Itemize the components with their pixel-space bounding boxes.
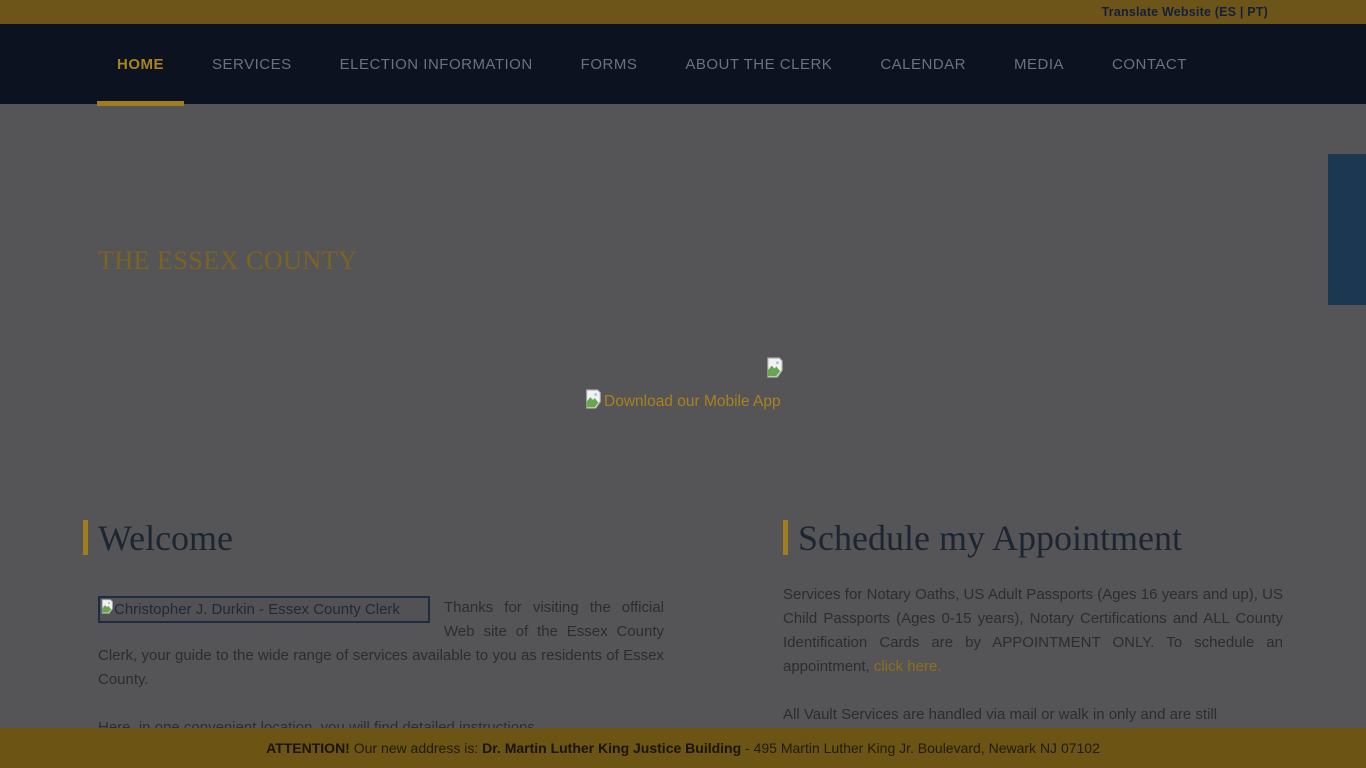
nav-item-forms[interactable]: FORMS (580, 55, 638, 73)
nav-item-services[interactable]: SERVICES (212, 55, 292, 73)
main-nav (0, 24, 1366, 104)
clerk-photo-alt-text: Christopher J. Durkin - Essex County Clerk (114, 600, 400, 618)
mobile-app-link[interactable] (583, 389, 781, 414)
gold-accent-bar (783, 520, 788, 555)
broken-image-icon (100, 598, 114, 622)
attention-building: Dr. Martin Luther King Justice Building (482, 740, 742, 756)
welcome-heading-row (83, 518, 664, 558)
attention-banner (0, 728, 1366, 768)
hero-title: THE ESSEX COUNTY (98, 246, 358, 275)
appointment-section (783, 518, 1283, 727)
nav-item-media[interactable]: MEDIA (1014, 55, 1065, 73)
nav-item-home[interactable]: HOME (97, 24, 184, 104)
welcome-heading: Welcome (98, 518, 234, 558)
translate-website-link[interactable]: Translate Website (ES | PT) (1101, 5, 1268, 19)
vault-services-paragraph: All Vault Services are handled via mail or walk in only and are still (783, 706, 1218, 723)
nav-item-about-the-clerk[interactable]: ABOUT THE CLERK (685, 55, 833, 73)
mobile-app-alt-text: Download our Mobile App (604, 392, 781, 410)
welcome-section (83, 518, 664, 740)
appointment-paragraph (783, 583, 1283, 679)
click-here-link[interactable]: click here. (873, 658, 942, 675)
appointment-heading: Schedule my Appointment (798, 518, 1182, 558)
appointment-heading-row (783, 518, 1283, 558)
nav-item-contact[interactable]: CONTACT (1112, 55, 1187, 73)
welcome-paragraph (98, 596, 664, 692)
nav-item-election-information[interactable]: ELECTION INFORMATION (339, 55, 533, 73)
appointment-paragraph-text: Services for Notary Oaths, US Adult Passports (Ages 16 years and up), US Child Passports (Ages 0-15 years), Notary Certifications and ALL County Identification Cards are by APPOINTMENT ONLY. To schedule an appointment, (783, 586, 1283, 675)
side-panel-tab[interactable] (1328, 154, 1366, 305)
gold-accent-bar (83, 520, 88, 555)
attention-label: ATTENTION! (266, 740, 350, 756)
broken-image-icon (583, 389, 603, 414)
attention-text-2: - 495 Martin Luther King Jr. Boulevard, Newark NJ 07102 (741, 740, 1100, 756)
welcome-paragraph-text: Thanks for visiting the official Web site of the Essex County Clerk, your guide to the wide range of services available to you as residents of Essex County. (98, 599, 664, 688)
nav-item-calendar[interactable]: CALENDAR (880, 55, 966, 73)
attention-text-1: Our new address is: (349, 740, 483, 756)
clerk-photo-broken-image (98, 596, 430, 623)
broken-image-icon (765, 357, 784, 383)
translate-bar (0, 0, 1366, 24)
